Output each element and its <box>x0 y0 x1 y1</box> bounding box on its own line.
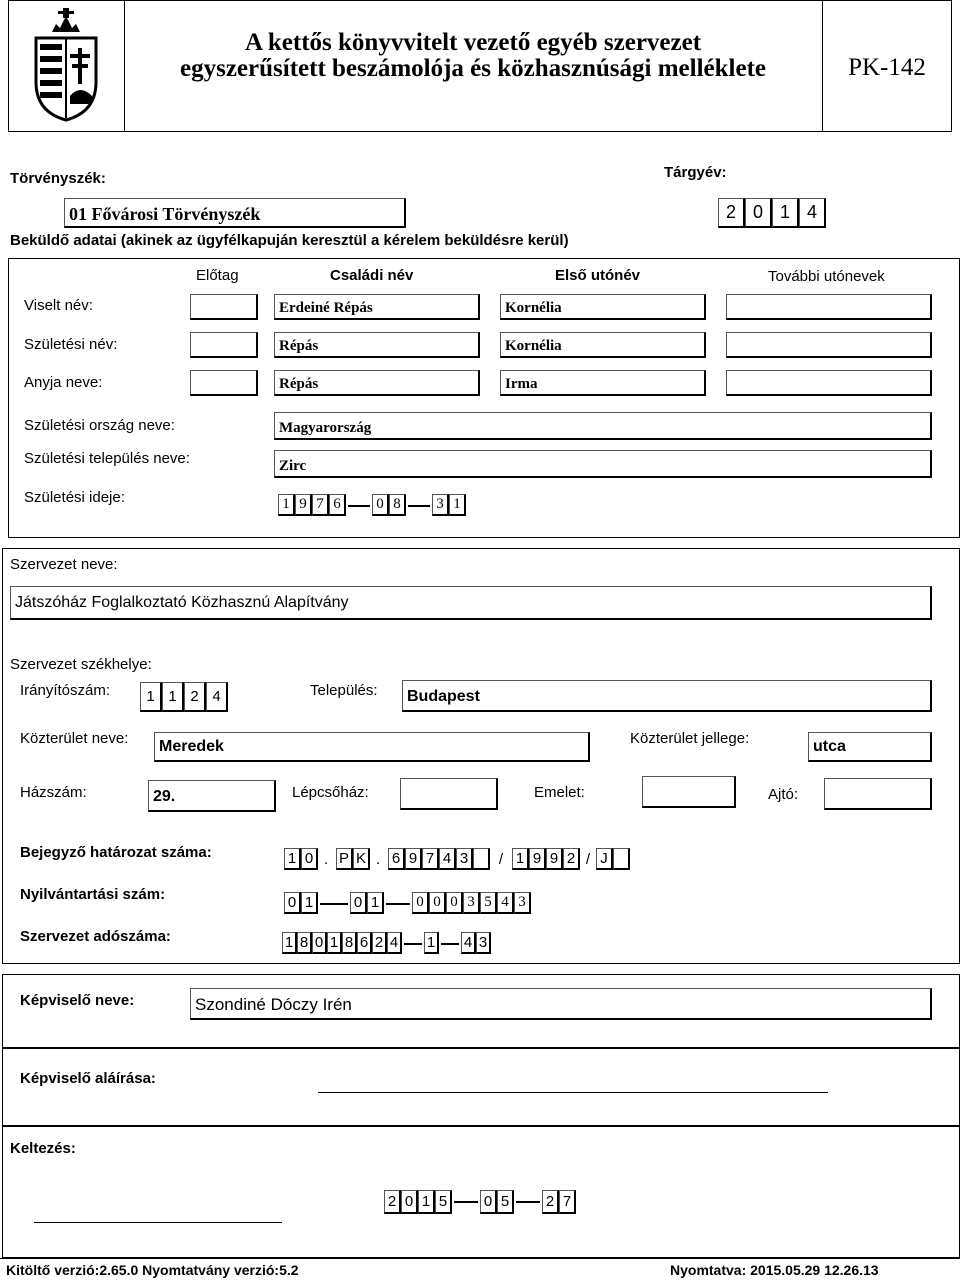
form-title <box>124 30 822 82</box>
dating-digit: 1 <box>418 1190 435 1214</box>
decision-char: 1 <box>512 848 529 870</box>
current-name-other-field[interactable] <box>726 294 932 320</box>
mother-name-family-value: Répás <box>279 376 319 392</box>
birth-name-first-field[interactable] <box>500 332 706 358</box>
date-separator <box>514 1190 542 1214</box>
registry-digit: 0 <box>350 892 367 914</box>
mother-name-family-field[interactable] <box>274 370 480 396</box>
birth-name-other-field[interactable] <box>726 332 932 358</box>
signature-line[interactable] <box>318 1092 828 1093</box>
dating-digit: 7 <box>559 1190 576 1214</box>
tax-digit: 1 <box>282 932 297 954</box>
decision-char: 9 <box>405 848 422 870</box>
street-label: Közterület neve: <box>20 730 129 747</box>
year-digit: 4 <box>799 198 826 228</box>
birth-name-family-value: Répás <box>279 338 319 354</box>
registry-number-label: Nyilvántartási szám: <box>20 886 166 903</box>
col-prefix-header: Előtag <box>196 267 239 284</box>
decision-char: 6 <box>388 848 405 870</box>
decision-dot <box>370 848 388 870</box>
birth-city-value: Zirc <box>279 458 307 474</box>
door-label: Ajtó: <box>768 786 799 803</box>
decision-number-label: Bejegyző határozat száma: <box>20 844 212 861</box>
signature-section <box>2 1048 960 1126</box>
representative-name-value: Szondiné Dóczy Irén <box>195 995 352 1014</box>
decision-char: 7 <box>422 848 439 870</box>
tax-digit: 6 <box>357 932 372 954</box>
form-title-line1: A kettős könyvvitelt vezető egyéb szervezet <box>244 29 702 56</box>
court-value: 01 Fővárosi Törvényszék <box>69 204 261 224</box>
decision-char: 0 <box>301 848 318 870</box>
birth-country-field[interactable] <box>274 412 932 440</box>
col-other-header: További utónevek <box>768 268 885 285</box>
birth-date-field[interactable] <box>278 494 466 516</box>
zip-field[interactable] <box>140 682 228 712</box>
registry-digit: 0 <box>412 892 429 914</box>
mother-name-label: Anyja neve: <box>24 374 103 391</box>
door-field[interactable] <box>824 778 932 810</box>
stairway-label: Lépcsőház: <box>292 784 369 801</box>
mother-name-prefix-field[interactable] <box>190 370 258 396</box>
street-value: Meredek <box>159 738 224 755</box>
birth-year-digit: 6 <box>329 494 346 516</box>
decision-slash: / <box>498 850 504 868</box>
street-type-field[interactable] <box>808 732 932 762</box>
form-code: PK-142 <box>848 54 926 81</box>
representative-name-field[interactable] <box>190 988 932 1020</box>
dating-digit: 5 <box>497 1190 514 1214</box>
birth-country-value: Magyarország <box>279 420 372 436</box>
org-name-label: Szervezet neve: <box>10 556 118 573</box>
house-number-value: 29. <box>153 788 176 805</box>
birth-date-label: Születési ideje: <box>24 489 125 506</box>
decision-char: J <box>596 848 613 870</box>
registry-number-field[interactable] <box>284 892 531 914</box>
mother-name-other-field[interactable] <box>726 370 932 396</box>
registry-digit: 0 <box>446 892 463 914</box>
birth-day-digit: 1 <box>449 494 466 516</box>
decision-char: 9 <box>529 848 546 870</box>
city-label: Település: <box>310 682 378 699</box>
registry-digit: 0 <box>284 892 301 914</box>
org-name-value: Játszóház Foglalkoztató Közhasznú Alapítvány <box>15 594 349 611</box>
col-first-header: Első utónév <box>555 267 641 284</box>
dating-digit: 0 <box>401 1190 418 1214</box>
coat-of-arms-emblem <box>28 4 104 124</box>
footer-printed: Nyomtatva: 2015.05.29 12.26.13 <box>670 1262 879 1278</box>
decision-char: 1 <box>284 848 301 870</box>
stairway-field[interactable] <box>400 778 498 810</box>
birth-month-digit: 0 <box>372 494 389 516</box>
tax-digit: 3 <box>476 932 491 954</box>
tax-separator <box>402 932 424 954</box>
year-digit: 1 <box>772 198 799 228</box>
decision-char: P <box>336 848 353 870</box>
mother-name-first-value: Irma <box>505 376 538 392</box>
street-field[interactable] <box>154 732 590 762</box>
decision-char: K <box>353 848 370 870</box>
birth-name-prefix-field[interactable] <box>190 332 258 358</box>
tax-digit: 8 <box>297 932 312 954</box>
tax-separator <box>439 932 461 954</box>
birth-name-label: Születési név: <box>24 336 118 353</box>
birth-city-field[interactable] <box>274 450 932 478</box>
date-separator <box>346 494 372 516</box>
current-name-first-field[interactable] <box>500 294 706 320</box>
representative-name-label: Képviselő neve: <box>20 992 135 1009</box>
street-type-label: Közterület jellege: <box>630 730 750 747</box>
zip-digit: 1 <box>140 682 162 712</box>
org-name-field[interactable] <box>10 586 932 620</box>
dating-field[interactable] <box>384 1190 576 1214</box>
signature-label: Képviselő aláírása: <box>20 1070 156 1087</box>
dating-digit: 2 <box>384 1190 401 1214</box>
house-number-field[interactable] <box>148 780 276 812</box>
decision-char: 3 <box>456 848 473 870</box>
decision-char: 4 <box>439 848 456 870</box>
court-label: Törvényszék: <box>10 170 106 187</box>
birth-year-digit: 9 <box>295 494 312 516</box>
dating-digit: 0 <box>480 1190 497 1214</box>
dating-digit: 2 <box>542 1190 559 1214</box>
current-name-prefix-field[interactable] <box>190 294 258 320</box>
birth-day-digit: 3 <box>432 494 449 516</box>
registry-digit: 1 <box>367 892 384 914</box>
year-digit: 0 <box>745 198 772 228</box>
decision-number-field[interactable] <box>284 848 630 870</box>
floor-label: Emelet: <box>534 784 585 801</box>
registry-digit: 5 <box>480 892 497 914</box>
current-name-first-value: Kornélia <box>505 300 562 316</box>
year-field[interactable] <box>718 198 826 228</box>
year-label: Tárgyév: <box>664 164 727 181</box>
house-number-label: Házszám: <box>20 784 87 801</box>
current-name-family-field[interactable] <box>274 294 480 320</box>
decision-char: 2 <box>563 848 580 870</box>
birth-name-family-field[interactable] <box>274 332 480 358</box>
registry-digit: 0 <box>429 892 446 914</box>
date-separator <box>452 1190 480 1214</box>
zip-label: Irányítószám: <box>20 682 111 699</box>
footer-version: Kitöltő verzió:2.65.0 Nyomtatvány verzió:5.2 <box>6 1262 299 1278</box>
registry-separator <box>318 892 350 914</box>
current-name-family-value: Erdeiné Répás <box>279 300 373 316</box>
registry-digit: 1 <box>301 892 318 914</box>
registry-digit: 3 <box>514 892 531 914</box>
birth-country-label: Születési ország neve: <box>24 417 175 434</box>
registry-separator <box>384 892 412 914</box>
zip-digit: 4 <box>206 682 228 712</box>
birth-year-digit: 7 <box>312 494 329 516</box>
decision-dot <box>318 848 336 870</box>
tax-digit: 0 <box>312 932 327 954</box>
form-title-line2: egyszerűsített beszámolója és közhasznúsági melléklete <box>180 55 766 82</box>
birth-city-label: Születési település neve: <box>24 450 190 467</box>
dating-digit: 5 <box>435 1190 452 1214</box>
org-seat-label: Szervezet székhelye: <box>10 656 152 673</box>
city-value: Budapest <box>407 688 480 705</box>
floor-field[interactable] <box>642 776 736 808</box>
sender-heading: Beküldő adatai (akinek az ügyfélkapuján keresztül a kérelem beküldésre kerül) <box>10 232 569 249</box>
tax-digit: 4 <box>461 932 476 954</box>
tax-digit: 1 <box>424 932 439 954</box>
registry-digit: 3 <box>463 892 480 914</box>
decision-char: 9 <box>546 848 563 870</box>
decision-char <box>473 848 490 870</box>
city-field[interactable] <box>402 680 932 712</box>
court-field[interactable] <box>64 198 406 228</box>
col-family-header: Családi név <box>330 267 414 284</box>
dating-label: Keltezés: <box>10 1140 76 1157</box>
date-separator <box>406 494 432 516</box>
zip-digit: 2 <box>184 682 206 712</box>
tax-digit: 8 <box>342 932 357 954</box>
zip-digit: 1 <box>162 682 184 712</box>
current-name-label: Viselt név: <box>24 297 93 314</box>
footer-rule <box>0 1258 960 1259</box>
birth-month-digit: 8 <box>389 494 406 516</box>
registry-digit: 4 <box>497 892 514 914</box>
decision-char <box>613 848 630 870</box>
birth-year-digit: 1 <box>278 494 295 516</box>
street-type-value: utca <box>813 738 846 755</box>
tax-digit: 4 <box>387 932 402 954</box>
mother-name-first-field[interactable] <box>500 370 706 396</box>
birth-name-first-value: Kornélia <box>505 338 562 354</box>
year-digit: 2 <box>718 198 745 228</box>
tax-number-label: Szervezet adószáma: <box>20 928 171 945</box>
tax-digit: 2 <box>372 932 387 954</box>
tax-digit: 1 <box>327 932 342 954</box>
tax-number-field[interactable] <box>282 932 491 954</box>
decision-slash: / <box>585 850 591 868</box>
place-line[interactable] <box>34 1222 282 1223</box>
